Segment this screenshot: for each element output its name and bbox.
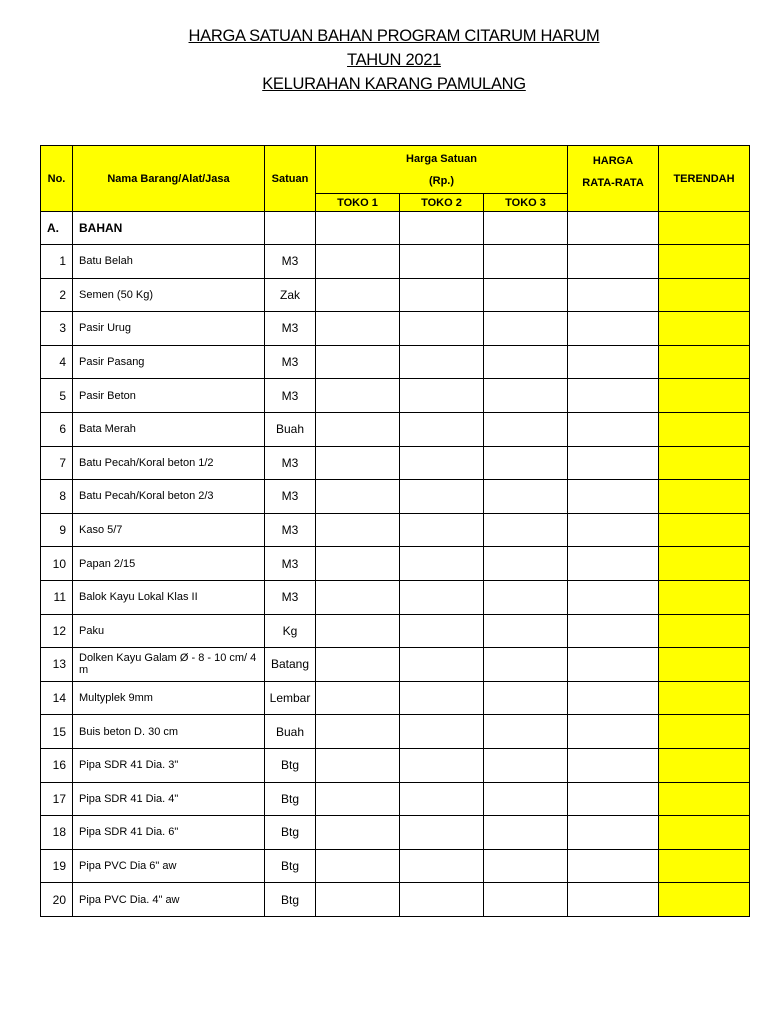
row-toko-3-price: [484, 614, 568, 648]
row-unit: Btg: [265, 883, 316, 917]
row-toko-2-price: [400, 547, 484, 581]
row-toko-1-price: [316, 547, 400, 581]
row-toko-1-price: [316, 849, 400, 883]
row-unit: M3: [265, 245, 316, 279]
row-toko-3-price: [484, 245, 568, 279]
row-toko-1-price: [316, 580, 400, 614]
section-toko-2-cell: [400, 212, 484, 245]
row-number: 14: [41, 681, 73, 715]
row-unit: Buah: [265, 412, 316, 446]
row-unit: Zak: [265, 278, 316, 312]
row-lowest-price: [659, 816, 750, 850]
section-toko-3-cell: [484, 212, 568, 245]
row-item-name: Semen (50 Kg): [73, 278, 265, 312]
row-item-name: Multyplek 9mm: [73, 681, 265, 715]
row-toko-3-price: [484, 782, 568, 816]
row-item-name: Pipa SDR 41 Dia. 4": [73, 782, 265, 816]
row-item-name: Dolken Kayu Galam Ø - 8 - 10 cm/ 4 m: [73, 648, 265, 682]
document-title: HARGA SATUAN BAHAN PROGRAM CITARUM HARUM: [188, 27, 600, 45]
row-lowest-price: [659, 715, 750, 749]
row-item-name: Pasir Beton: [73, 379, 265, 413]
row-lowest-price: [659, 547, 750, 581]
row-toko-1-price: [316, 245, 400, 279]
header-item-name: Nama Barang/Alat/Jasa: [73, 146, 265, 212]
row-unit: Btg: [265, 816, 316, 850]
row-item-name: Balok Kayu Lokal Klas II: [73, 580, 265, 614]
row-toko-2-price: [400, 816, 484, 850]
row-toko-3-price: [484, 681, 568, 715]
document-year: TAHUN 2021: [347, 51, 441, 69]
row-lowest-price: [659, 480, 750, 514]
row-average-price: [568, 849, 659, 883]
row-number: 2: [41, 278, 73, 312]
row-unit: M3: [265, 446, 316, 480]
section-name: BAHAN: [73, 212, 265, 245]
section-unit-cell: [265, 212, 316, 245]
row-unit: M3: [265, 513, 316, 547]
row-average-price: [568, 614, 659, 648]
section-row: [41, 212, 750, 245]
row-lowest-price: [659, 446, 750, 480]
row-toko-2-price: [400, 580, 484, 614]
row-lowest-price: [659, 648, 750, 682]
row-number: 3: [41, 312, 73, 346]
table-row: [41, 312, 750, 346]
table-row: [41, 245, 750, 279]
row-average-price: [568, 312, 659, 346]
row-item-name: Pasir Urug: [73, 312, 265, 346]
row-lowest-price: [659, 278, 750, 312]
table-row: [41, 614, 750, 648]
row-toko-2-price: [400, 446, 484, 480]
row-toko-1-price: [316, 715, 400, 749]
row-number: 17: [41, 782, 73, 816]
row-unit: Buah: [265, 715, 316, 749]
row-average-price: [568, 245, 659, 279]
row-number: 10: [41, 547, 73, 581]
row-toko-1-price: [316, 883, 400, 917]
row-average-price: [568, 446, 659, 480]
row-toko-1-price: [316, 648, 400, 682]
row-toko-2-price: [400, 748, 484, 782]
row-unit: M3: [265, 580, 316, 614]
row-toko-1-price: [316, 379, 400, 413]
row-toko-3-price: [484, 715, 568, 749]
table-row: [41, 816, 750, 850]
table-row: [41, 412, 750, 446]
row-average-price: [568, 681, 659, 715]
row-number: 19: [41, 849, 73, 883]
row-toko-3-price: [484, 580, 568, 614]
row-unit: Btg: [265, 849, 316, 883]
row-number: 4: [41, 345, 73, 379]
row-lowest-price: [659, 681, 750, 715]
table-row: [41, 715, 750, 749]
row-unit: M3: [265, 547, 316, 581]
row-item-name: Paku: [73, 614, 265, 648]
row-toko-1-price: [316, 480, 400, 514]
row-toko-3-price: [484, 278, 568, 312]
row-toko-2-price: [400, 782, 484, 816]
row-toko-1-price: [316, 782, 400, 816]
header-rata-rata-label: RATA-RATA: [582, 176, 644, 189]
row-number: 7: [41, 446, 73, 480]
row-average-price: [568, 648, 659, 682]
row-item-name: Pipa PVC Dia 6" aw: [73, 849, 265, 883]
row-toko-2-price: [400, 245, 484, 279]
header-harga-satuan-label: Harga Satuan: [406, 152, 477, 165]
row-item-name: Batu Pecah/Koral beton 1/2: [73, 446, 265, 480]
row-lowest-price: [659, 312, 750, 346]
row-toko-2-price: [400, 480, 484, 514]
table-row: [41, 513, 750, 547]
row-toko-1-price: [316, 446, 400, 480]
row-toko-2-price: [400, 312, 484, 346]
row-toko-2-price: [400, 345, 484, 379]
row-toko-2-price: [400, 681, 484, 715]
section-average-cell: [568, 212, 659, 245]
row-average-price: [568, 513, 659, 547]
row-number: 9: [41, 513, 73, 547]
row-average-price: [568, 412, 659, 446]
table-row: [41, 883, 750, 917]
row-toko-3-price: [484, 446, 568, 480]
header-harga-label: HARGA: [592, 154, 634, 167]
row-average-price: [568, 580, 659, 614]
table-row: [41, 648, 750, 682]
row-lowest-price: [659, 883, 750, 917]
document-title-block: [0, 24, 768, 96]
row-item-name: Pasir Pasang: [73, 345, 265, 379]
row-unit: Btg: [265, 748, 316, 782]
header-no: No.: [41, 146, 73, 212]
row-item-name: Papan 2/15: [73, 547, 265, 581]
header-average: [568, 146, 659, 212]
row-lowest-price: [659, 614, 750, 648]
row-toko-3-price: [484, 379, 568, 413]
row-toko-1-price: [316, 748, 400, 782]
table-row: [41, 849, 750, 883]
row-toko-1-price: [316, 614, 400, 648]
row-unit: M3: [265, 379, 316, 413]
row-unit: M3: [265, 345, 316, 379]
table-row: [41, 681, 750, 715]
table-row: [41, 547, 750, 581]
row-toko-1-price: [316, 816, 400, 850]
row-lowest-price: [659, 245, 750, 279]
row-average-price: [568, 278, 659, 312]
row-toko-2-price: [400, 715, 484, 749]
row-unit: Lembar: [265, 681, 316, 715]
row-average-price: [568, 883, 659, 917]
row-toko-2-price: [400, 379, 484, 413]
section-toko-1-cell: [316, 212, 400, 245]
row-lowest-price: [659, 412, 750, 446]
row-average-price: [568, 480, 659, 514]
row-lowest-price: [659, 748, 750, 782]
row-item-name: Batu Belah: [73, 245, 265, 279]
row-toko-1-price: [316, 312, 400, 346]
row-toko-1-price: [316, 412, 400, 446]
row-toko-2-price: [400, 278, 484, 312]
row-toko-1-price: [316, 278, 400, 312]
row-unit: Btg: [265, 782, 316, 816]
table-row: [41, 580, 750, 614]
table-row: [41, 782, 750, 816]
row-toko-1-price: [316, 513, 400, 547]
row-number: 20: [41, 883, 73, 917]
row-lowest-price: [659, 513, 750, 547]
header-lowest: TERENDAH: [659, 146, 750, 212]
row-number: 13: [41, 648, 73, 682]
row-item-name: Pipa SDR 41 Dia. 6": [73, 816, 265, 850]
row-toko-3-price: [484, 345, 568, 379]
row-lowest-price: [659, 849, 750, 883]
row-toko-2-price: [400, 849, 484, 883]
row-toko-2-price: [400, 883, 484, 917]
header-unit: Satuan: [265, 146, 316, 212]
row-number: 5: [41, 379, 73, 413]
row-toko-3-price: [484, 648, 568, 682]
row-average-price: [568, 379, 659, 413]
row-item-name: Kaso 5/7: [73, 513, 265, 547]
row-number: 15: [41, 715, 73, 749]
row-unit: M3: [265, 312, 316, 346]
row-item-name: Pipa SDR 41 Dia. 3": [73, 748, 265, 782]
row-lowest-price: [659, 345, 750, 379]
row-average-price: [568, 547, 659, 581]
row-item-name: Batu Pecah/Koral beton 2/3: [73, 480, 265, 514]
header-harga-satuan: [316, 146, 568, 194]
row-toko-3-price: [484, 412, 568, 446]
row-item-name: Buis beton D. 30 cm: [73, 715, 265, 749]
row-toko-3-price: [484, 816, 568, 850]
row-number: 16: [41, 748, 73, 782]
row-lowest-price: [659, 782, 750, 816]
header-toko-3: TOKO 3: [484, 194, 568, 212]
row-number: 18: [41, 816, 73, 850]
row-number: 1: [41, 245, 73, 279]
row-average-price: [568, 782, 659, 816]
table-row: [41, 446, 750, 480]
row-toko-3-price: [484, 748, 568, 782]
row-toko-3-price: [484, 513, 568, 547]
row-toko-3-price: [484, 849, 568, 883]
row-item-name: Pipa PVC Dia. 4" aw: [73, 883, 265, 917]
row-unit: M3: [265, 480, 316, 514]
row-toko-3-price: [484, 883, 568, 917]
table-row: [41, 379, 750, 413]
row-unit: Batang: [265, 648, 316, 682]
row-toko-2-price: [400, 513, 484, 547]
document-location: KELURAHAN KARANG PAMULANG: [262, 75, 526, 93]
row-number: 12: [41, 614, 73, 648]
row-toko-3-price: [484, 547, 568, 581]
price-table: [40, 145, 750, 917]
row-average-price: [568, 748, 659, 782]
row-number: 8: [41, 480, 73, 514]
header-toko-2: TOKO 2: [400, 194, 484, 212]
row-toko-1-price: [316, 345, 400, 379]
row-toko-2-price: [400, 648, 484, 682]
row-item-name: Bata Merah: [73, 412, 265, 446]
row-toko-1-price: [316, 681, 400, 715]
row-lowest-price: [659, 379, 750, 413]
header-currency: (Rp.): [428, 174, 455, 187]
table-row: [41, 480, 750, 514]
table-row: [41, 748, 750, 782]
table-row: [41, 345, 750, 379]
table-row: [41, 278, 750, 312]
row-number: 11: [41, 580, 73, 614]
row-average-price: [568, 345, 659, 379]
row-unit: Kg: [265, 614, 316, 648]
row-toko-3-price: [484, 480, 568, 514]
section-lowest-cell: [659, 212, 750, 245]
row-average-price: [568, 816, 659, 850]
row-lowest-price: [659, 580, 750, 614]
row-toko-3-price: [484, 312, 568, 346]
section-number: A.: [41, 212, 73, 245]
header-toko-1: TOKO 1: [316, 194, 400, 212]
row-number: 6: [41, 412, 73, 446]
row-toko-2-price: [400, 614, 484, 648]
row-average-price: [568, 715, 659, 749]
row-toko-2-price: [400, 412, 484, 446]
